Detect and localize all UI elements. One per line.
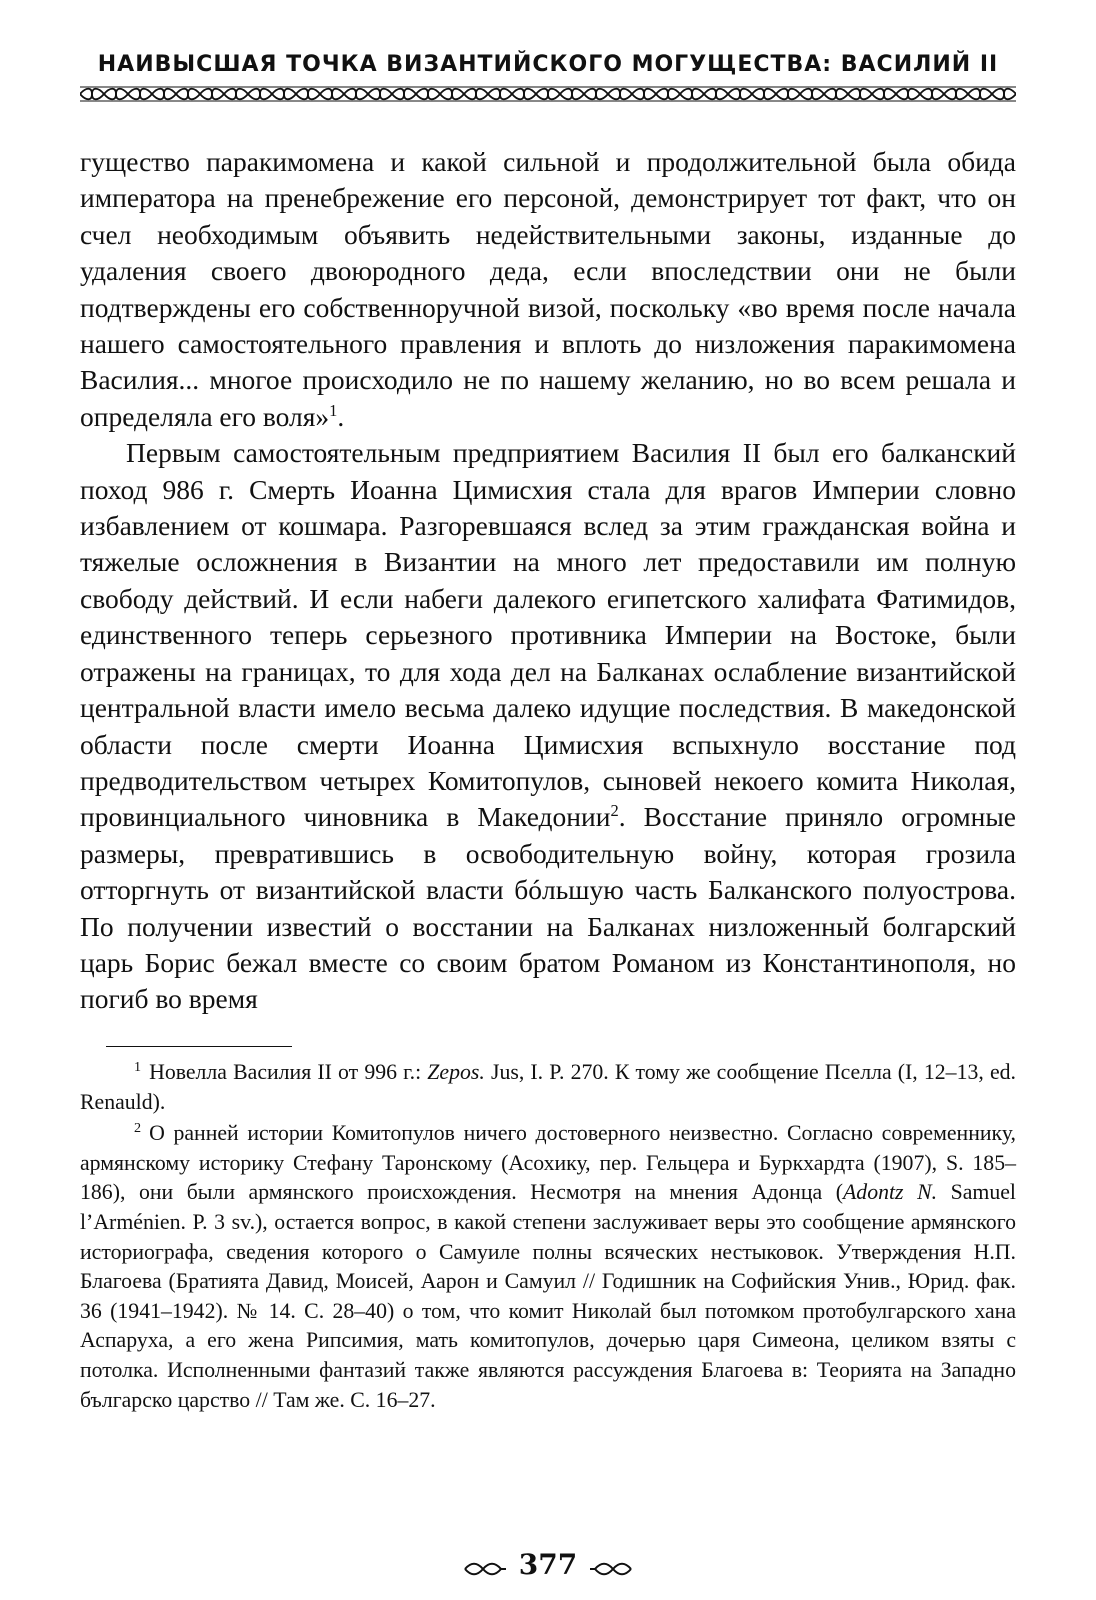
paragraph-1-end: . [337,400,345,432]
running-head: НАИВЫСШАЯ ТОЧКА ВИЗАНТИЙСКОГО МОГУЩЕСТВА: ВАСИЛИЙ II [97,52,999,77]
footnote-2-text-a: О ранней истории Комитопулов ничего достоверного неизвестно. Согласно современнику, армянскому историку Стефану Таронскому (Асохику, пер. Гельцера и Буркхардта (1907), S. 185–186), они были армянского происхождения. Несмотря на мнения Адонца ( [80,1121,1016,1205]
footnote-2 [80,1119,1016,1415]
footnotes [80,1058,1016,1417]
page-number-block [0,1548,1096,1583]
paragraph-1-text: гущество паракимомена и какой сильной и продолжительной была обида императора на пренебрежение его персоной, демонстрирует тот факт, что он счел необходимым объявить недействительными законы, изданные до удаления своего двоюродного деда, если впоследствии они не были подтверждены его собственноручной визой, поскольку «во время после начала нашего самостоятельного правления и вплоть до низложения паракимомена Василия... многое происходило не по нашему желанию, но во всем решала и определяла его воля» [80,146,1016,432]
footnote-mark-1: 1 [134,1058,142,1075]
paragraph-1 [80,144,1016,435]
paragraph-2-text-a: Первым самостоятельным предприятием Василия II был его балканский поход 986 г. Смерть Иоанна Цимисхия стала для врагов Империи словно избавлением от кошмара. Разгоревшаяся вслед за этим гражданская война и тяжелые осложнения в Византии на много лет предоставили им полную свободу действий. И если набеги далекого египетского халифата Фатимидов, единственного теперь серьезного противника Империи на Востоке, были отражены на границах, то для хода дел на Балканах ослабление византийской центральной власти имело весьма далеко идущие последствия. В македонской области после смерти Иоанна Цимисхия вспыхнуло восстание под предводительством четырех Комитопулов, сыновей некоего комита Николая, провинциального чиновника в Македонии [80,437,1016,833]
footnote-ref-1[interactable]: 1 [329,400,338,420]
footnote-1 [80,1058,1016,1117]
footnote-1-text-b: Jus, I. P. 270. К тому же сообщение Пселла (I, 12–13, ed. Renauld). [80,1060,1016,1114]
paragraph-2 [80,435,1016,1018]
footnote-1-author: Zepos. [427,1060,485,1084]
footnote-2-text-b: Samuel l’Arménien. P. 3 sv.), остается вопрос, в какой степени заслуживает веры это сообщение армянского историографа, сведения которого о Самуиле полны всяческих нестыковок. Утверждения Н.П. Благоева (Братията Давид, Моисей, Аарон и Самуил // Годишник на Софийския Унив., Юрид. фак. 36 (1941–1942). № 14. С. 28–40) о том, что комит Николай был потомком протобулгарского хана Аспаруха, а его жена Рипсимия, мать комитопулов, дочерью царя Симеона, целиком взяты с потолка. Исполненными фантазий также являются рассуждения Благоева в: Теорията на Западно българско царство // Там же. С. 16–27. [80,1180,1016,1412]
footnote-mark-2: 2 [134,1119,142,1136]
footnote-ref-2[interactable]: 2 [610,801,619,821]
folio-ornament-right-icon [589,1550,633,1583]
paragraph-2-text-b: . Восстание приняло огромные размеры, превратившись в освободительную войну, которая грозила отторгнуть от византийской власти бóльшую часть Балканского полуострова. По получении известий о восстании на Балканах низложенный болгарский царь Борис бежал вместе со своим братом Романом из Константинополя, но погиб во время [80,801,1017,1015]
footnote-divider [106,1046,292,1047]
page-number: 377 [518,1548,578,1581]
main-text [80,144,1016,1018]
folio-ornament-left-icon [463,1550,507,1583]
footnote-2-author: Adontz N. [842,1180,938,1205]
footnote-1-text-a: Новелла Василия II от 996 г.: [149,1060,428,1084]
header-ornament [80,86,1016,102]
